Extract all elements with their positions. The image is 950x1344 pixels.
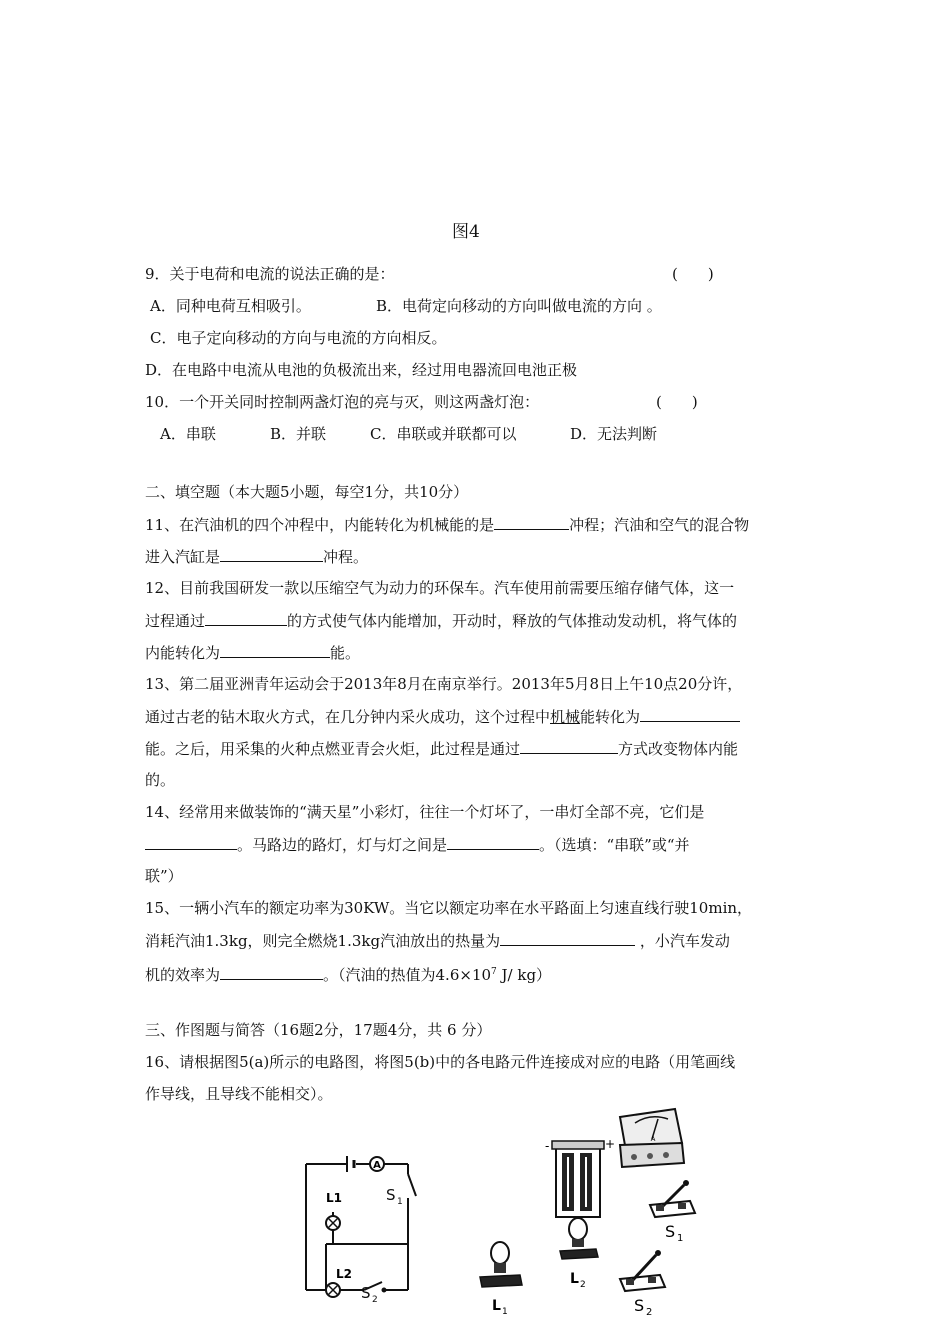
meter-letter: A [650, 1135, 656, 1143]
q11-line-2 [145, 545, 368, 568]
s1-label: S [386, 1186, 396, 1204]
q12-line-2 [145, 609, 737, 632]
q15-text-2b: ，小汽车发动 [635, 932, 730, 950]
battery-symbol [347, 1156, 354, 1172]
q14-blank-1[interactable] [145, 833, 237, 850]
q12-text-3: 的方式使气体内能增加，开动时，释放的气体推动发动机，将气体的 [287, 612, 738, 630]
l2-label: L2 [336, 1267, 352, 1281]
q11-text-2: 冲程；汽油和空气的混合物 [569, 516, 750, 534]
s2-sub: 2 [372, 1295, 378, 1302]
q16-line-1: 16、请根据图5(a)所示的电路图，将图5(b)中的各电路元件连接成对应的电路（用笔画线 [145, 1053, 736, 1071]
q9-answer-paren: ( ) [672, 265, 714, 283]
b-l1-sub: 1 [502, 1307, 508, 1317]
q12-line-3 [145, 641, 360, 664]
q14-text-2b: 。（选填：“串联”或“并 [539, 836, 690, 854]
q15-line-1: 15、一辆小汽车的额定功率为30KW。当它以额定功率在水平路面上匀速直线行驶10min， [145, 899, 753, 917]
q12-text-2: 过程通过 [145, 612, 206, 630]
b-l1-label: L [492, 1298, 501, 1314]
lamp-l2-device [560, 1218, 598, 1290]
q13-text-3: 能。之后，用采集的火种点燃亚青会火炬，此过程是通过 [145, 740, 521, 758]
figure-5a-circuit-diagram [298, 1152, 423, 1302]
q15-text-2a: 消耗汽油1.3kg，则完全燃烧1.3kg汽油放出的热量为 [145, 932, 501, 950]
q13-line-4: 的。 [145, 771, 176, 789]
q11-text-3: 进入汽缸是 [145, 548, 221, 566]
switch-s1-device [650, 1180, 695, 1244]
q12-line-1: 12、目前我国研发一款以压缩空气为动力的环保车。汽车使用前需要压缩存储气体，这一 [145, 579, 735, 597]
q15-text-3c: J/ kg） [496, 966, 552, 984]
q9-stem-text: 9．关于电荷和电流的说法正确的是： [145, 265, 395, 283]
s1-sub: 1 [397, 1197, 403, 1207]
q15-blank-1[interactable] [500, 929, 635, 946]
q12-text-5: 能。 [330, 644, 361, 662]
switch-s2-symbol [361, 1282, 386, 1302]
q15-line-3 [145, 961, 551, 986]
q11-text-4: 冲程。 [323, 548, 369, 566]
q10-option-b: B．并联 [270, 425, 327, 443]
q11-text-1: 11、在汽油机的四个冲程中，内能转化为机械能的是 [145, 516, 495, 534]
lamp-l1-device [480, 1242, 522, 1317]
q9-option-d: D．在电路中电流从电池的负极流出来，经过用电器流回电池正极 [145, 361, 578, 379]
q10-stem: 10．一个开关同时控制两盏灯泡的亮与灭，则这两盏灯泡： [145, 393, 540, 411]
q10-option-c: C．串联或并联都可以 [370, 425, 517, 443]
l1-label: L1 [326, 1191, 342, 1205]
q11-line-1 [145, 513, 749, 536]
q14-text-2a: 。马路边的路灯，灯与灯之间是 [237, 836, 448, 854]
q14-line-1: 14、经常用来做装饰的“满天星”小彩灯，往往一个灯坏了，一串灯全部不亮，它们是 [145, 803, 705, 821]
lamp-l2-symbol [326, 1267, 352, 1297]
section-3-heading: 三、作图题与简答（16题2分，17题4分，共 6 分） [145, 1021, 492, 1039]
q9-option-a: A．同种电荷互相吸引。 [150, 297, 311, 315]
battery-minus: - [545, 1139, 550, 1153]
q13-text-2: 通过古老的钻木取火方式，在几分钟内采火成功，这个过程中 [145, 708, 551, 726]
b-l2-sub: 2 [580, 1280, 586, 1290]
q13-text-3b: 方式改变物体内能 [618, 740, 739, 758]
q11-blank-2[interactable] [220, 545, 323, 562]
q15-line-2 [145, 929, 730, 952]
switch-s2-device [620, 1250, 665, 1318]
q13-blank-1[interactable] [640, 705, 740, 722]
q10-answer-paren: ( ) [656, 393, 698, 411]
q9-option-b: B．电荷定向移动的方向叫做电流的方向 。 [376, 297, 662, 315]
q13-line-1: 13、第二届亚洲青年运动会于2013年8月在南京举行。2013年5月8日上午10点20分许， [145, 675, 743, 693]
q13-underlined-word: 机械 [550, 708, 581, 726]
q16-line-2: 作导线，且导线不能相交）。 [145, 1085, 333, 1103]
lamp-l1-symbol [326, 1191, 342, 1230]
b-s2-label: S [634, 1296, 645, 1315]
q13-line-2 [145, 705, 740, 728]
battery-pack-device [545, 1137, 615, 1217]
q15-text-3b: 。（汽油的热值为4.6×10 [323, 966, 492, 984]
q14-line-2 [145, 833, 690, 856]
q9-stem [145, 263, 395, 285]
figure-5b-components [470, 1105, 700, 1340]
figure-4-caption: 图4 [452, 222, 480, 242]
q11-blank-1[interactable] [494, 513, 569, 530]
q10-option-a: A．串联 [160, 425, 216, 443]
battery-plus: + [605, 1137, 616, 1151]
b-s2-sub: 2 [646, 1307, 653, 1318]
q13-text-2b: 能转化为 [580, 708, 641, 726]
q13-blank-2[interactable] [520, 737, 618, 754]
ammeter-label: A [373, 1160, 381, 1171]
b-l2-label: L [570, 1271, 579, 1287]
q15-blank-2[interactable] [220, 963, 323, 980]
b-s1-sub: 1 [677, 1233, 684, 1244]
b-s1-label: S [665, 1222, 676, 1241]
switch-s1-symbol [386, 1174, 416, 1207]
q12-blank-1[interactable] [205, 609, 287, 626]
q15-text-3a: 机的效率为 [145, 966, 221, 984]
ammeter-symbol [370, 1157, 384, 1171]
q15-exponent: 7 [491, 967, 497, 977]
q14-blank-2[interactable] [447, 833, 539, 850]
q9-option-c: C．电子定向移动的方向与电流的方向相反。 [150, 329, 447, 347]
q12-text-4: 内能转化为 [145, 644, 221, 662]
q10-option-d: D．无法判断 [570, 425, 658, 443]
s2-label: S [361, 1284, 371, 1302]
q12-blank-2[interactable] [220, 641, 330, 658]
section-2-heading: 二、填空题（本大题5小题，每空1分，共10分） [145, 483, 469, 501]
ammeter-device [620, 1109, 684, 1167]
q13-line-3 [145, 737, 738, 760]
q14-line-3: 联”） [145, 867, 183, 885]
